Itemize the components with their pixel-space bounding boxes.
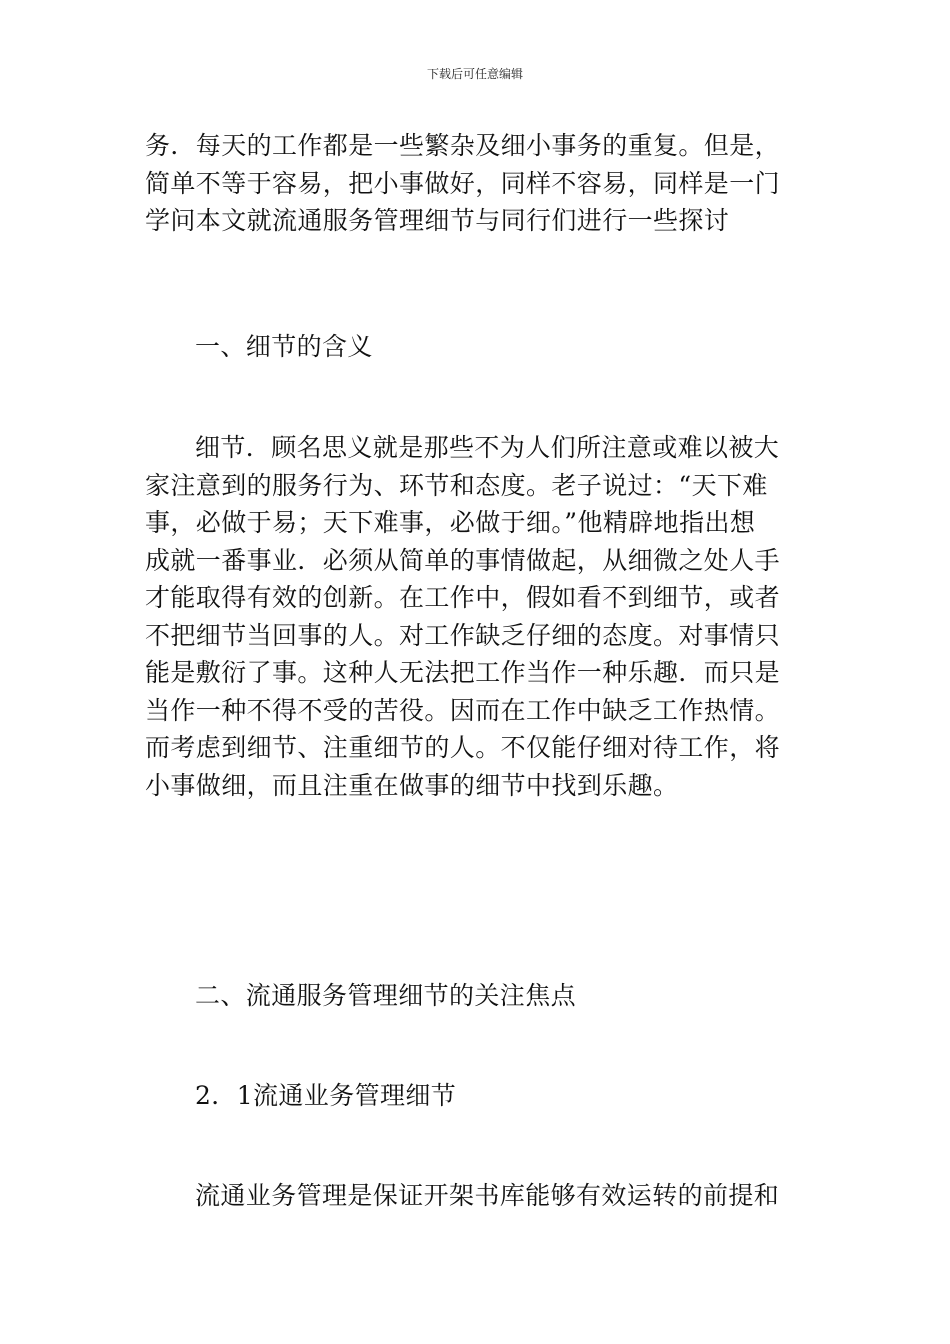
page-header: 下载后可任意编辑 — [426, 67, 523, 81]
section1-heading: 一、细节的含义 — [195, 332, 373, 361]
section1-line: 细节．顾名思义就是那些不为人们所注意或难以被大 — [195, 433, 780, 462]
section1-paragraph — [145, 429, 810, 804]
section1-line: 能是敷衍了事。这种人无法把工作当作一种乐趣．而只是 — [145, 658, 781, 687]
section1-line: 家注意到的服务行为、环节和态度。老子说过：“天下难 — [145, 470, 768, 500]
section2-subheading-block — [145, 1077, 810, 1115]
section2-line: 流通业务管理是保证开架书库能够有效运转的前提和 — [195, 1181, 780, 1210]
intro-line: 务．每天的工作都是一些繁杂及细小事务的重复。但是， — [145, 131, 781, 160]
section1-line: 事，必做于易；天下难事，必做于细。”他精辟地指出想 — [145, 508, 756, 537]
section2-subheading: 2．1流通业务管理细节 — [195, 1081, 457, 1110]
section2-heading-block — [145, 977, 810, 1015]
intro-line: 简单不等于容易，把小事做好，同样不容易，同样是一门 — [145, 168, 781, 198]
section1-line: 成就一番事业．必须从简单的事情做起，从细微之处人手 — [145, 545, 781, 575]
section1-heading-block — [145, 328, 810, 366]
section2-paragraph — [145, 1177, 810, 1215]
section2-heading: 二、流通服务管理细节的关注焦点 — [195, 981, 577, 1010]
section1-line: 而考虑到细节、注重细节的人。不仅能仔细对待工作，将 — [145, 733, 781, 762]
intro-line: 学问本文就流通服务管理细节与同行们进行一些探讨 — [145, 206, 730, 235]
section1-line: 不把细节当回事的人。对工作缺乏仔细的态度。对事情只 — [145, 620, 781, 650]
section1-line: 才能取得有效的创新。在工作中，假如看不到细节，或者 — [145, 583, 781, 612]
section1-line: 当作一种不得不受的苦役。因而在工作中缺乏工作热情。 — [145, 695, 781, 725]
intro-paragraph — [145, 127, 810, 240]
section1-line: 小事做细，而且注重在做事的细节中找到乐趣。 — [145, 770, 679, 800]
